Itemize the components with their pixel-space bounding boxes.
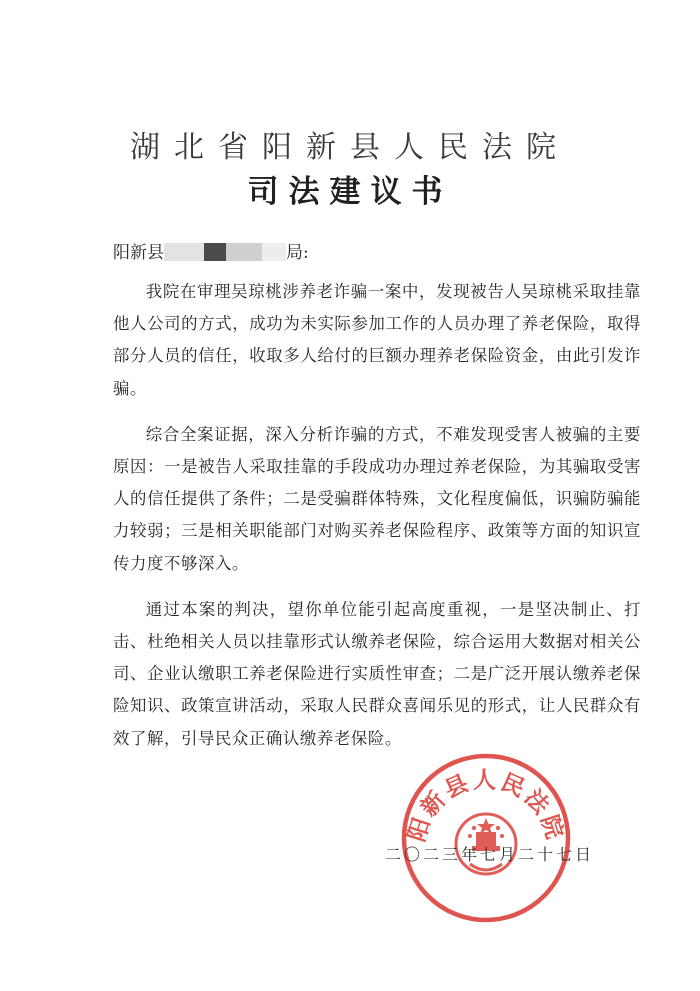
redaction-block <box>204 243 226 261</box>
seal-text: 阳新县人民法院 <box>403 767 569 845</box>
document-title: 司法建议书 <box>247 174 453 210</box>
paragraph: 我院在审理吴琼桃涉养老诈骗一案中，发现被告人吴琼桃采取挂靠他人公司的方式，成功为未实际参加工作的人员办理了养老保险，取得部分人员的信任，收取多人给付的巨额办理养老保险资金，由此引发诈骗。 <box>113 282 641 398</box>
redaction-block <box>226 243 262 261</box>
paragraph: 通过本案的判决，望你单位能引起高度重视，一是坚决制止、打击、杜绝相关人员以挂靠形式认缴养老保险，综合运用大数据对相关公司、企业认缴职工养老保险进行实质性审查；二是广泛开展认缴养老保险知识、政策宣讲活动，采取人民群众喜闻乐见的形式，让人民群众有效了解，引导民众正确认缴养老保险。 <box>113 599 641 748</box>
court-seal <box>400 752 572 924</box>
redaction-block <box>262 243 286 261</box>
recipient-prefix: 阳新县 <box>113 243 164 263</box>
recipient-suffix: 局: <box>286 243 309 263</box>
body-text <box>113 276 641 769</box>
issue-date: 二〇二三年七月二十七日 <box>385 845 595 864</box>
recipient-line <box>113 241 309 265</box>
paragraph: 综合全案证据，深入分析诈骗的方式，不难发现受害人被骗的主要原因：一是被告人采取挂靠的手段成功办理过养老保险，为其骗取受害人的信任提供了条件；二是受骗群体特殊，文化程度偏低，识骗防骗能力较弱；三是相关职能部门对购买养老保险程序、政策等方面的知识宣传力度不够深入。 <box>113 424 641 573</box>
redaction-block <box>164 243 204 261</box>
court-name: 湖北省阳新县人民法院 <box>130 130 570 165</box>
